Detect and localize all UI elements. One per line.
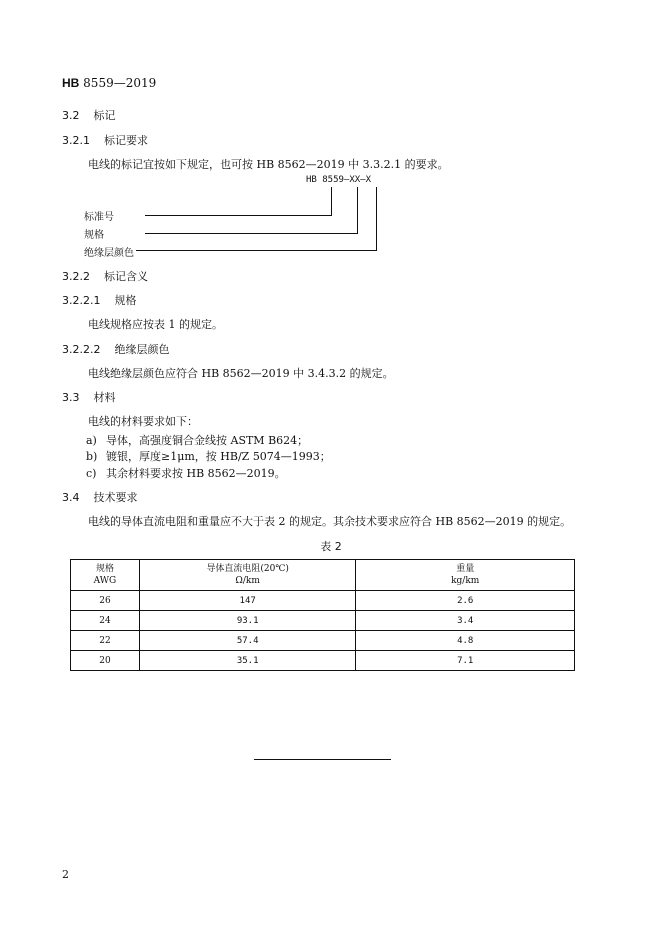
cell-resistance: 147: [139, 591, 356, 611]
resistance-weight-table: [70, 559, 575, 671]
section-heading-3-2-2-1: [62, 292, 136, 308]
section-heading-3-3: [62, 389, 116, 405]
cell-weight: 4.8: [356, 631, 575, 651]
header-size-unit: AWG: [93, 576, 117, 586]
table-row: [71, 631, 575, 651]
cell-weight: 7.1: [356, 651, 575, 671]
cell-resistance: 57.4: [139, 631, 356, 651]
page-number: 2: [62, 868, 69, 881]
section-title: 标记: [93, 109, 116, 122]
leader-line-vertical-3: [376, 187, 377, 250]
cell-size: 20: [71, 651, 140, 671]
standard-number: 8559—2019: [83, 76, 157, 90]
header-weight-name: 重量: [456, 564, 475, 574]
list-text: 镀银，厚度≥1μm，按 HB/Z 5074—1993；: [106, 450, 331, 463]
paragraph-3-2-2-1: 电线规格应按表 1 的规定。: [88, 318, 223, 331]
table-caption: 表 2: [320, 540, 342, 553]
header-resistance-name: 导体直流电阻(20℃): [206, 564, 289, 574]
document-header: [62, 76, 156, 90]
section-number: 3.2.2: [62, 270, 90, 283]
list-text: 其余材料要求按 HB 8562—2019。: [106, 467, 286, 480]
section-number: 3.3: [62, 391, 80, 404]
header-size-name: 规格: [95, 564, 114, 574]
section-title: 标记含义: [104, 270, 148, 283]
leader-line-vertical-2: [357, 187, 358, 233]
section-number: 3.2.2.2: [62, 343, 101, 356]
cell-weight: 2.6: [356, 591, 575, 611]
paragraph-3-2-1: 电线的标记宜按如下规定，也可按 HB 8562—2019 中 3.3.2.1 的要求。: [88, 158, 449, 171]
section-number: 3.2.2.1: [62, 294, 101, 307]
list-item: [86, 448, 331, 464]
section-heading-3-4: [62, 489, 138, 505]
label-size: 规格: [84, 230, 104, 241]
list-text: 导体，高强度铜合金线按 ASTM B624；: [106, 434, 309, 447]
section-title: 规格: [114, 294, 137, 307]
label-insulation-color: 绝缘层颜色: [84, 248, 134, 259]
list-item: [86, 432, 308, 448]
section-title: 绝缘层颜色: [114, 343, 170, 356]
materials-intro: 电线的材料要求如下：: [88, 415, 198, 428]
cell-resistance: 93.1: [139, 611, 356, 631]
section-title: 技术要求: [93, 491, 138, 504]
end-of-document-rule: [254, 759, 391, 760]
paragraph-3-4: 电线的导体直流电阻和重量应不大于表 2 的规定。其余技术要求应符合 HB 8562—2019 的规定。: [88, 515, 572, 528]
leader-line-vertical-1: [331, 187, 332, 215]
section-heading-3-2-2-2: [62, 341, 169, 357]
list-item: [86, 465, 286, 481]
leader-line-horizontal-1: [145, 215, 332, 216]
table-header-row: [71, 560, 575, 591]
list-marker: c): [86, 467, 97, 480]
list-marker: b): [86, 450, 98, 463]
leader-line-horizontal-3: [136, 250, 377, 251]
paragraph-3-2-2-2: 电线绝缘层颜色应符合 HB 8562—2019 中 3.4.3.2 的规定。: [88, 367, 394, 380]
section-number: 3.2: [62, 109, 80, 122]
section-number: 3.4: [62, 491, 80, 504]
table-row: [71, 651, 575, 671]
section-title: 材料: [93, 391, 116, 404]
table-row: [71, 611, 575, 631]
header-weight: [356, 560, 575, 591]
header-weight-unit: kg/km: [451, 576, 480, 586]
cell-weight: 3.4: [356, 611, 575, 631]
cell-size: 26: [71, 591, 140, 611]
label-standard-number: 标准号: [84, 212, 114, 223]
section-heading-3-2: [62, 107, 116, 123]
header-resistance: [139, 560, 356, 591]
cell-resistance: 35.1: [139, 651, 356, 671]
standard-prefix: HB: [62, 76, 80, 90]
marking-code: HB 8559—XX—X: [306, 175, 372, 185]
table-row: [71, 591, 575, 611]
cell-size: 24: [71, 611, 140, 631]
section-heading-3-2-1: [62, 132, 148, 148]
cell-size: 22: [71, 631, 140, 651]
section-title: 标记要求: [104, 134, 148, 147]
header-size: [71, 560, 140, 591]
leader-line-horizontal-2: [145, 233, 358, 234]
section-heading-3-2-2: [62, 268, 148, 284]
header-resistance-unit: Ω/km: [235, 576, 260, 586]
section-number: 3.2.1: [62, 134, 90, 147]
list-marker: a): [86, 434, 97, 447]
